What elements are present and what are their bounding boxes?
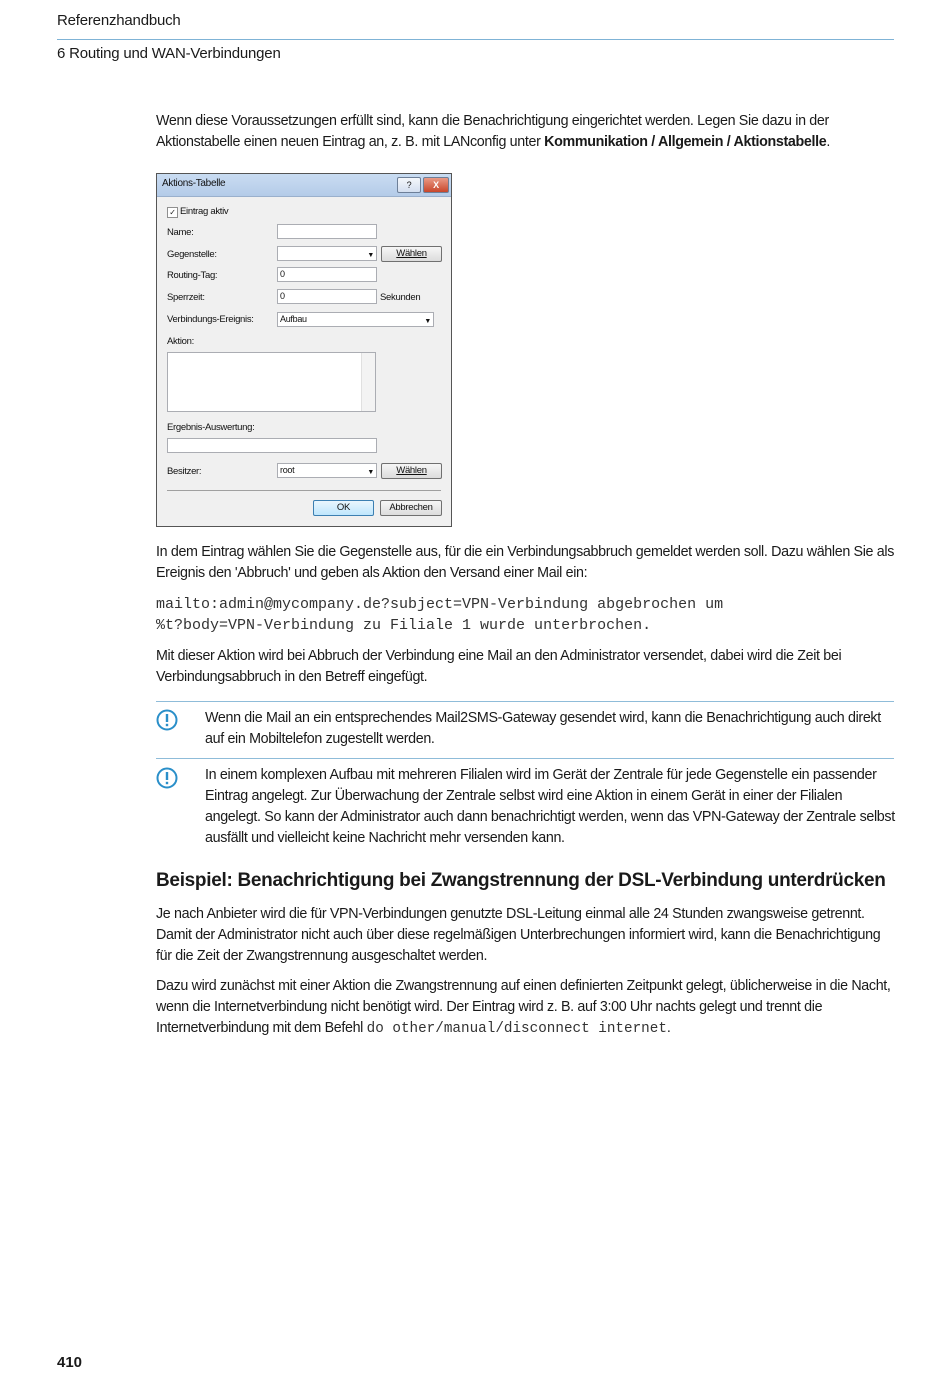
close-button[interactable]: X bbox=[423, 177, 449, 193]
help-button[interactable]: ? bbox=[397, 177, 421, 193]
dialog-title: Aktions-Tabelle bbox=[162, 178, 226, 189]
eintrag-aktiv-checkbox[interactable]: ✓ bbox=[167, 207, 178, 218]
warning-icon bbox=[156, 767, 178, 789]
running-header-title: Referenzhandbuch bbox=[57, 12, 181, 29]
gegenstelle-dropdown[interactable] bbox=[277, 246, 377, 261]
besitzer-dropdown[interactable]: root ▼ bbox=[277, 463, 377, 478]
sperrzeit-unit: Sekunden bbox=[380, 292, 421, 303]
command-disconnect: do other/manual/disconnect internet bbox=[366, 1021, 667, 1037]
routing-tag-label: Routing-Tag: bbox=[167, 270, 218, 281]
paragraph-zwangstrennung: Dazu wird zunächst mit einer Aktion die Zwangstrennung auf einen definierten Zeitpunkt gelegt, üblicherweise in die Nacht, wenn die Internetverbindung nicht benötigt wird. Der Eintrag wird z. B. auf 3:00 Uhr nachts gelegt und trennt die Internetverbindung mit dem Befehl do other/manual/disconnect internet. bbox=[156, 978, 891, 1037]
abbrechen-button[interactable]: Abbrechen bbox=[380, 500, 442, 516]
note-rule-top bbox=[156, 701, 894, 702]
paragraph-eintrag: In dem Eintrag wählen Sie die Gegenstelle aus, für die ein Verbindungsabbruch gemeldet werden soll. Dazu wählen Sie als Ereignis den 'Abbruch' und geben als Aktion den Versand einer Mail ein: bbox=[156, 544, 895, 581]
paragraph-aktion: Mit dieser Aktion wird bei Abbruch der Verbindung eine Mail an den Administrator versendet, dabei wird die Zeit bei Verbindungsabbruch in den Betreff eingefügt. bbox=[156, 648, 842, 685]
paragraph-anbieter: Je nach Anbieter wird die für VPN-Verbindungen genutzte DSL-Leitung einmal alle 24 Stunden zwangsweise getrennt. Damit der Administrator nicht auch über diese regelmäßigen Unterbrechungen informiert wird, kann die Benachrichtigung für die Zeit der Zwangstrennung ausgeschaltet werden. bbox=[156, 906, 881, 964]
note-filialen: In einem komplexen Aufbau mit mehreren Filialen wird im Gerät der Zentrale für jede Gegenstelle ein passender Eintrag angelegt. Zur Überwachung der Zentrale selbst wird eine Aktion in einem Gerät in einer der Filialen angelegt. So kann der Administrator auch dann benachrichtigt werden, wenn das VPN-Gateway der Zentrale selbst ausfällt und vielleicht keine Nachricht mehr versenden kann. bbox=[205, 767, 895, 846]
dialog-separator bbox=[167, 490, 441, 491]
name-field[interactable] bbox=[277, 224, 377, 239]
besitzer-waehlen-button[interactable]: Wählen bbox=[381, 463, 442, 479]
page-number: 410 bbox=[57, 1354, 83, 1371]
path-kommunikation: Kommunikation bbox=[544, 134, 648, 150]
note-mail2sms: Wenn die Mail an ein entsprechendes Mail2SMS-Gateway gesendet wird, kann die Benachrichtigung auch direkt auf ein Mobiltelefon zugestellt werden. bbox=[205, 710, 881, 747]
ergebnis-label: Ergebnis-Auswertung: bbox=[167, 422, 255, 433]
name-label: Name: bbox=[167, 227, 194, 238]
ok-button[interactable]: OK bbox=[313, 500, 374, 516]
gegenstelle-waehlen-button[interactable]: Wählen bbox=[381, 246, 442, 262]
aktion-scrollbar[interactable] bbox=[361, 353, 375, 411]
code-mailto-line1: mailto:admin@mycompany.de?subject=VPN-Verbindung abgebrochen um bbox=[156, 596, 724, 613]
besitzer-label: Besitzer: bbox=[167, 466, 202, 477]
eintrag-aktiv-label: Eintrag aktiv bbox=[180, 206, 229, 217]
ereignis-label: Verbindungs-Ereignis: bbox=[167, 314, 254, 325]
warning-icon bbox=[156, 709, 178, 731]
ergebnis-field[interactable] bbox=[167, 438, 377, 453]
intro-paragraph: Wenn diese Voraussetzungen erfüllt sind, kann die Benachrichtigung eingerichtet werden. Legen Sie dazu in der Aktionstabelle einen neuen Eintrag an, z. B. mit LANconfig unter Kommunikation / Allgemein / Aktionstabelle. bbox=[156, 113, 830, 150]
note-rule-middle bbox=[156, 758, 894, 759]
path-allgemein: Allgemein bbox=[657, 134, 724, 150]
ereignis-dropdown[interactable]: Aufbau ▼ bbox=[277, 312, 434, 327]
sperrzeit-label: Sperrzeit: bbox=[167, 292, 205, 303]
gegenstelle-label: Gegenstelle: bbox=[167, 249, 217, 260]
aktion-label: Aktion: bbox=[167, 336, 194, 347]
aktions-tabelle-dialog bbox=[156, 173, 452, 527]
routing-tag-field[interactable]: 0 bbox=[277, 267, 377, 282]
code-mailto-line2: %t?body=VPN-Verbindung zu Filiale 1 wurde unterbrochen. bbox=[156, 617, 652, 634]
chevron-down-icon: ▼ bbox=[367, 469, 374, 476]
path-aktionstabelle: Aktionstabelle bbox=[733, 134, 827, 150]
section-heading: Beispiel: Benachrichtigung bei Zwangstrennung der DSL-Verbindung unterdrücken bbox=[156, 870, 886, 891]
chevron-down-icon: ▼ bbox=[367, 252, 374, 259]
header-rule bbox=[57, 39, 894, 40]
dialog-titlebar bbox=[157, 174, 451, 197]
chevron-down-icon: ▼ bbox=[424, 318, 431, 325]
sperrzeit-field[interactable]: 0 bbox=[277, 289, 377, 304]
aktion-textarea[interactable] bbox=[167, 352, 376, 412]
running-header-chapter: 6 Routing und WAN-Verbindungen bbox=[57, 45, 281, 62]
